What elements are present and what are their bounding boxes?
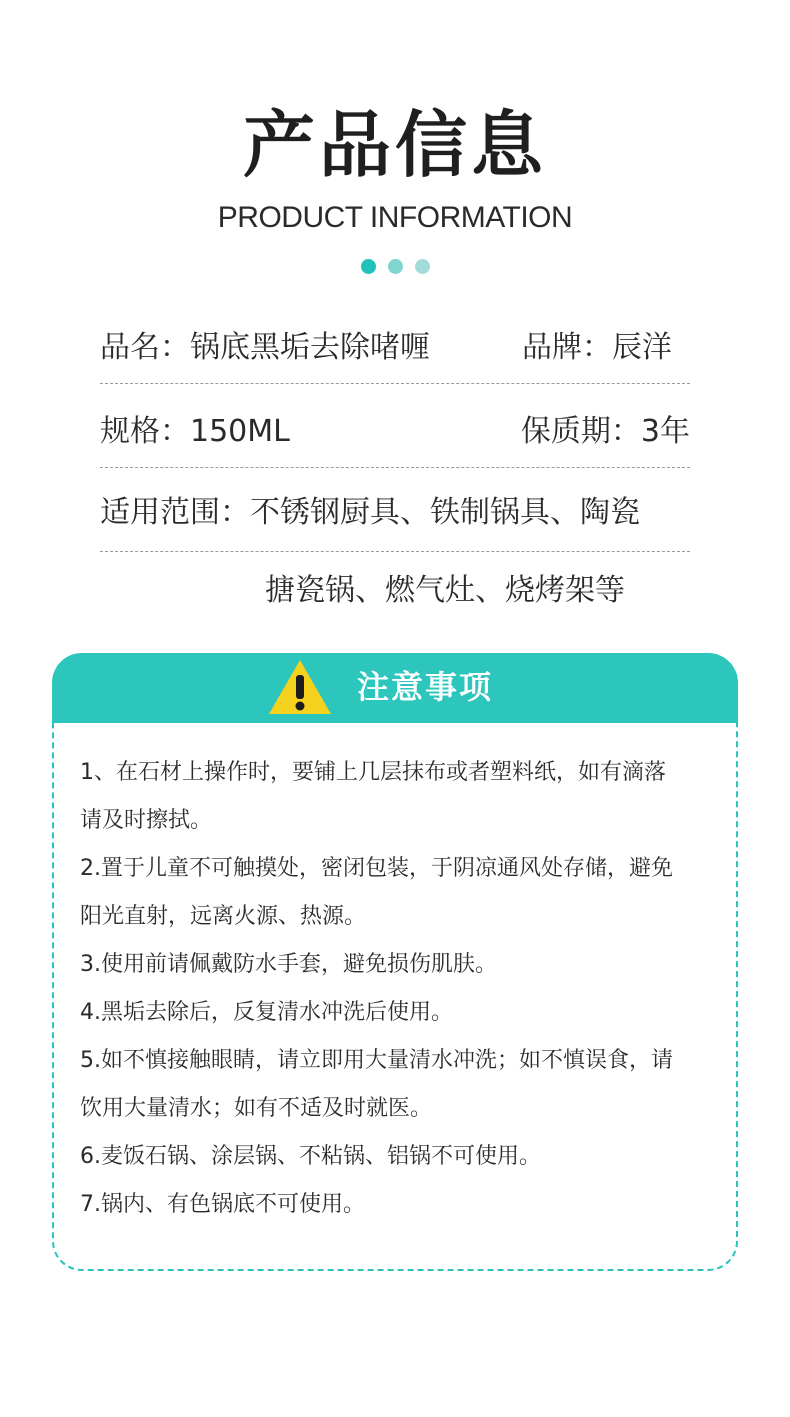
notice-line: 4.黑垢去除后，反复清水冲洗后使用。	[80, 1000, 453, 1025]
shelf-life-value: 3年	[640, 414, 690, 449]
spec-label: 规格：	[100, 414, 190, 449]
notice-line: 6.麦饭石锅、涂层锅、不粘锅、铝锅不可使用。	[80, 1144, 541, 1169]
shelf-life-label: 保质期：	[520, 414, 641, 449]
info-row-scope-continued	[265, 571, 695, 611]
notice-line: 2.置于儿童不可触摸处，密闭包装，于阴凉通风处存储，避免	[80, 856, 673, 881]
warning-icon	[267, 657, 333, 717]
notice-title: 注意事项	[357, 668, 494, 706]
scope-label: 适用范围：	[100, 495, 250, 530]
notice-line: 7.锅内、有色锅底不可使用。	[80, 1192, 365, 1217]
dot-3	[415, 259, 430, 274]
brand-label: 品牌：	[522, 330, 612, 365]
notice-line: 5.如不慎接触眼睛，请立即用大量清水冲洗；如不慎误食，请	[80, 1048, 673, 1073]
product-name-label: 品名：	[100, 330, 190, 365]
dot-1	[361, 259, 376, 274]
divider	[100, 467, 690, 468]
product-name-value: 锅底黑垢去除啫喱	[190, 330, 430, 365]
brand-value: 辰洋	[612, 330, 672, 365]
dot-2	[388, 259, 403, 274]
scope-value-line1: 不锈钢厨具、铁制锅具、陶瓷	[250, 495, 640, 530]
notice-line: 请及时擦拭。	[80, 808, 213, 833]
notice-line: 1、在石材上操作时，要铺上几层抹布或者塑料纸，如有滴落	[80, 760, 666, 785]
notice-header	[52, 653, 738, 723]
info-row-name-brand	[100, 328, 690, 368]
notice-line: 3.使用前请佩戴防水手套，避免损伤肌肤。	[80, 952, 497, 977]
notice-line: 阳光直射，远离火源、热源。	[80, 904, 367, 929]
info-row-scope	[100, 493, 690, 533]
page-subtitle: PRODUCT INFORMATION	[217, 201, 573, 234]
decorative-dots	[0, 259, 790, 274]
spec-value: 150ML	[190, 414, 290, 449]
scope-value-line2: 搪瓷锅、燃气灶、烧烤架等	[265, 573, 625, 608]
divider	[100, 383, 690, 384]
info-row-spec-shelf	[100, 412, 690, 452]
notice-line: 饮用大量清水；如有不适及时就医。	[80, 1096, 433, 1121]
divider	[100, 551, 690, 552]
page-title: 产品信息	[242, 103, 547, 187]
